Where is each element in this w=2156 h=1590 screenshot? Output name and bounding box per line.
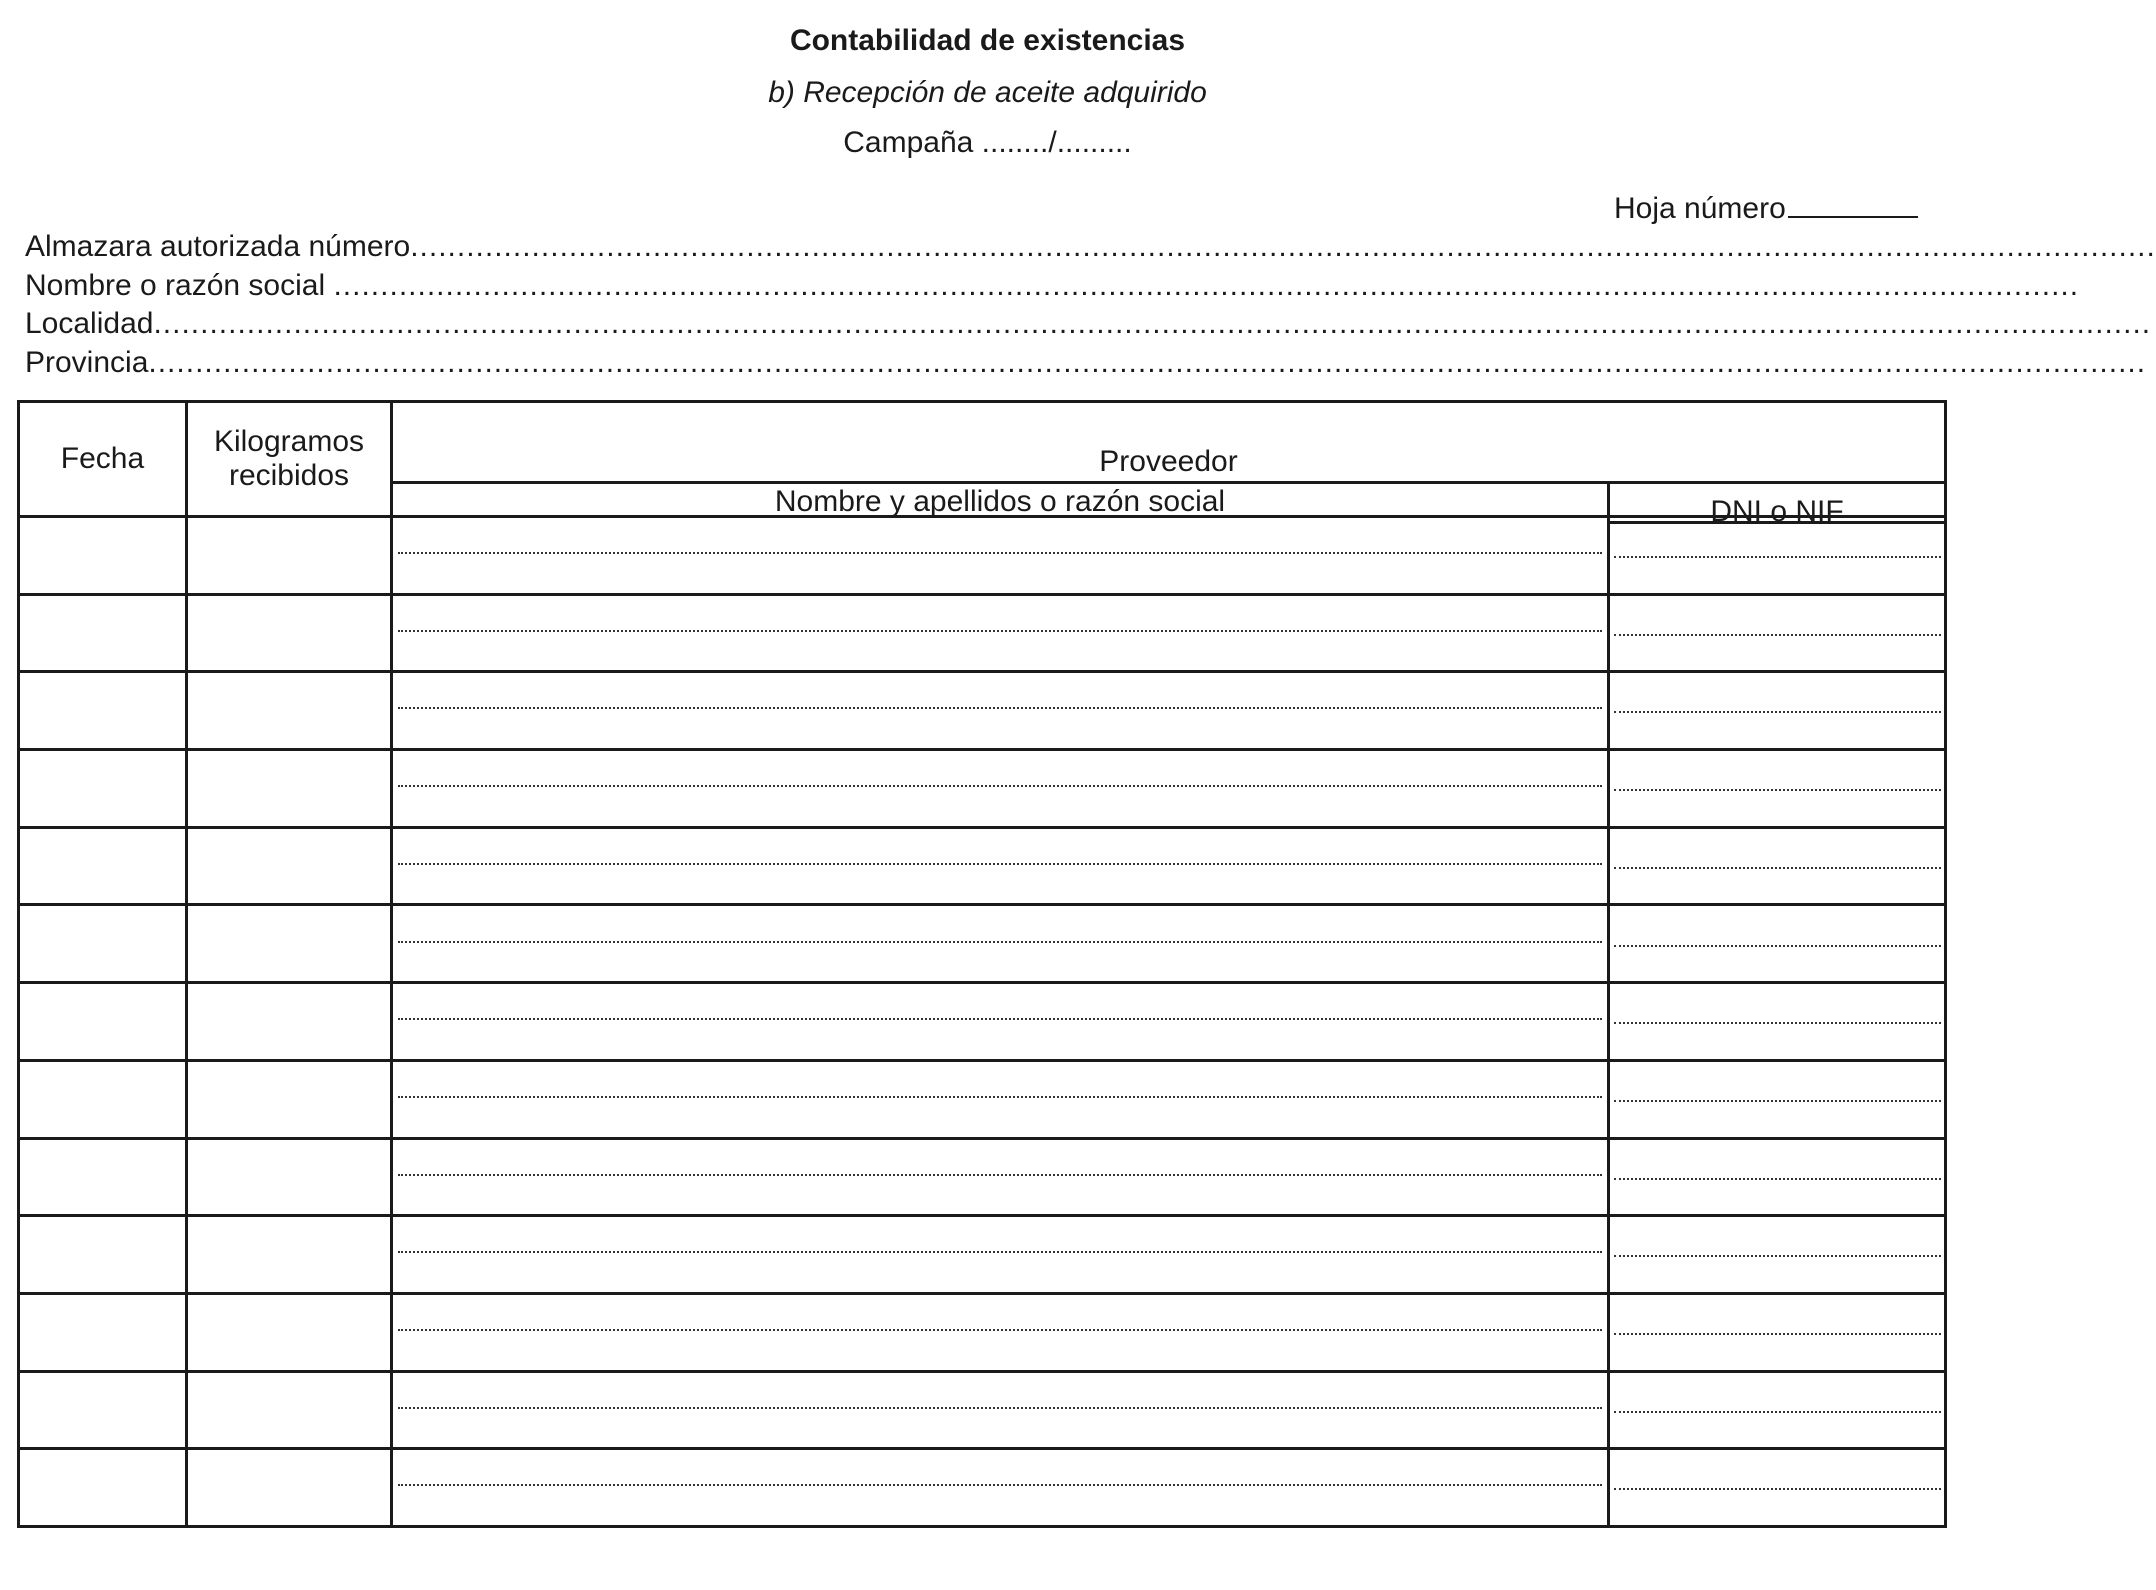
fecha-cell[interactable] <box>20 1373 185 1448</box>
sheet-number-label: Hoja número <box>1614 192 1786 225</box>
table-row <box>20 673 1944 751</box>
nombre-cell[interactable] <box>393 1373 1607 1448</box>
kilogramos-cell[interactable] <box>188 829 390 904</box>
field-provincia-label: Provincia <box>25 346 149 379</box>
fecha-cell[interactable] <box>20 1217 185 1292</box>
table-row <box>20 518 1944 596</box>
table-row <box>20 1373 1944 1451</box>
kilogramos-cell[interactable] <box>188 1373 390 1448</box>
field-localidad[interactable] <box>25 307 2152 341</box>
kilogramos-cell[interactable] <box>188 1217 390 1292</box>
field-almazara-label: Almazara autorizada número <box>25 230 411 263</box>
dotted-guide-line <box>1614 1411 1941 1413</box>
dotted-guide-line <box>398 1407 1602 1409</box>
fecha-cell[interactable] <box>20 673 185 748</box>
fecha-cell[interactable] <box>20 1295 185 1370</box>
table-row <box>20 1450 1944 1528</box>
table-row <box>20 829 1944 907</box>
field-provincia-dots: ...................................................................................................................................................................................................................... <box>148 346 2147 379</box>
header-divider <box>393 481 1944 484</box>
field-localidad-dots: ...................................................................................................................................................................................................................... <box>153 307 2152 340</box>
header-dni: DNI o NIF <box>1710 495 1844 528</box>
dotted-guide-line <box>1614 634 1941 636</box>
fecha-cell[interactable] <box>20 829 185 904</box>
sheet-number-blank[interactable] <box>1788 214 1918 218</box>
dotted-guide-line <box>398 1018 1602 1020</box>
nombre-cell[interactable] <box>393 1062 1607 1137</box>
table-row <box>20 1062 1944 1140</box>
header-nombre: Nombre y apellidos o razón social <box>774 485 1226 518</box>
dotted-guide-line <box>1614 1022 1941 1024</box>
nombre-cell[interactable] <box>393 1450 1607 1525</box>
dotted-guide-line <box>1614 1178 1941 1180</box>
reception-table <box>17 400 1947 1528</box>
kilogramos-cell[interactable] <box>188 1450 390 1525</box>
kilogramos-cell[interactable] <box>188 751 390 826</box>
field-nombre-label: Nombre o razón social <box>25 269 334 302</box>
field-almazara[interactable] <box>25 230 2156 264</box>
fecha-cell[interactable] <box>20 984 185 1059</box>
header-fecha: Fecha <box>60 442 145 475</box>
kilogramos-cell[interactable] <box>188 673 390 748</box>
kilogramos-cell[interactable] <box>188 984 390 1059</box>
dotted-guide-line <box>398 1174 1602 1176</box>
nombre-cell[interactable] <box>393 984 1607 1059</box>
dotted-guide-line <box>398 1329 1602 1331</box>
nombre-cell[interactable] <box>393 751 1607 826</box>
nombre-cell[interactable] <box>393 673 1607 748</box>
dotted-guide-line <box>1614 556 1941 558</box>
dotted-guide-line <box>398 1484 1602 1486</box>
dotted-guide-line <box>1614 867 1941 869</box>
field-provincia[interactable] <box>25 346 2147 380</box>
dotted-guide-line <box>1614 945 1941 947</box>
nombre-cell[interactable] <box>393 1217 1607 1292</box>
table-row <box>20 1217 1944 1295</box>
nombre-cell[interactable] <box>393 907 1607 982</box>
nombre-cell[interactable] <box>393 518 1607 593</box>
kilogramos-cell[interactable] <box>188 596 390 671</box>
header-proveedor: Proveedor <box>1099 445 1238 478</box>
field-nombre-razon-social[interactable] <box>25 269 2080 303</box>
fecha-cell[interactable] <box>20 1062 185 1137</box>
kilogramos-cell[interactable] <box>188 1140 390 1215</box>
field-localidad-label: Localidad <box>25 307 154 340</box>
nombre-cell[interactable] <box>393 1140 1607 1215</box>
dotted-guide-line <box>1614 711 1941 713</box>
kilogramos-cell[interactable] <box>188 1062 390 1137</box>
nombre-cell[interactable] <box>393 1295 1607 1370</box>
dotted-guide-line <box>398 863 1602 865</box>
table-row <box>20 1295 1944 1373</box>
dotted-guide-line <box>398 707 1602 709</box>
table-row <box>20 751 1944 829</box>
fecha-cell[interactable] <box>20 518 185 593</box>
dotted-guide-line <box>398 785 1602 787</box>
kilogramos-cell[interactable] <box>188 518 390 593</box>
dotted-guide-line <box>1614 789 1941 791</box>
header-kilogramos: Kilogramos recibidos <box>213 425 365 492</box>
dotted-guide-line <box>1614 1488 1941 1490</box>
dotted-guide-line <box>1614 1100 1941 1102</box>
form-title: Contabilidad de existencias <box>789 24 1186 57</box>
nombre-cell[interactable] <box>393 596 1607 671</box>
kilogramos-cell[interactable] <box>188 1295 390 1370</box>
field-almazara-dots: ........................................................................................................................................................................................... <box>410 230 2156 263</box>
form-subtitle: b) Recepción de aceite adquirido <box>768 76 1207 109</box>
dotted-guide-line <box>398 552 1602 554</box>
kilogramos-cell[interactable] <box>188 907 390 982</box>
table-row <box>20 596 1944 674</box>
dotted-guide-line <box>398 941 1602 943</box>
dotted-guide-line <box>398 630 1602 632</box>
nombre-cell[interactable] <box>393 829 1607 904</box>
table-row <box>20 1140 1944 1218</box>
fecha-cell[interactable] <box>20 1140 185 1215</box>
fecha-cell[interactable] <box>20 907 185 982</box>
fecha-cell[interactable] <box>20 596 185 671</box>
dotted-guide-line <box>398 1096 1602 1098</box>
table-row <box>20 984 1944 1062</box>
dotted-guide-line <box>1614 1333 1941 1335</box>
campaign-field: Campaña ......../......... <box>843 126 1132 159</box>
dotted-guide-line <box>398 1251 1602 1253</box>
fecha-cell[interactable] <box>20 751 185 826</box>
table-row <box>20 907 1944 985</box>
fecha-cell[interactable] <box>20 1450 185 1525</box>
field-nombre-dots: ........................................................................................................................................................................................... <box>333 269 2080 302</box>
dotted-guide-line <box>1614 1255 1941 1257</box>
sheet-number-field <box>1614 192 1918 226</box>
